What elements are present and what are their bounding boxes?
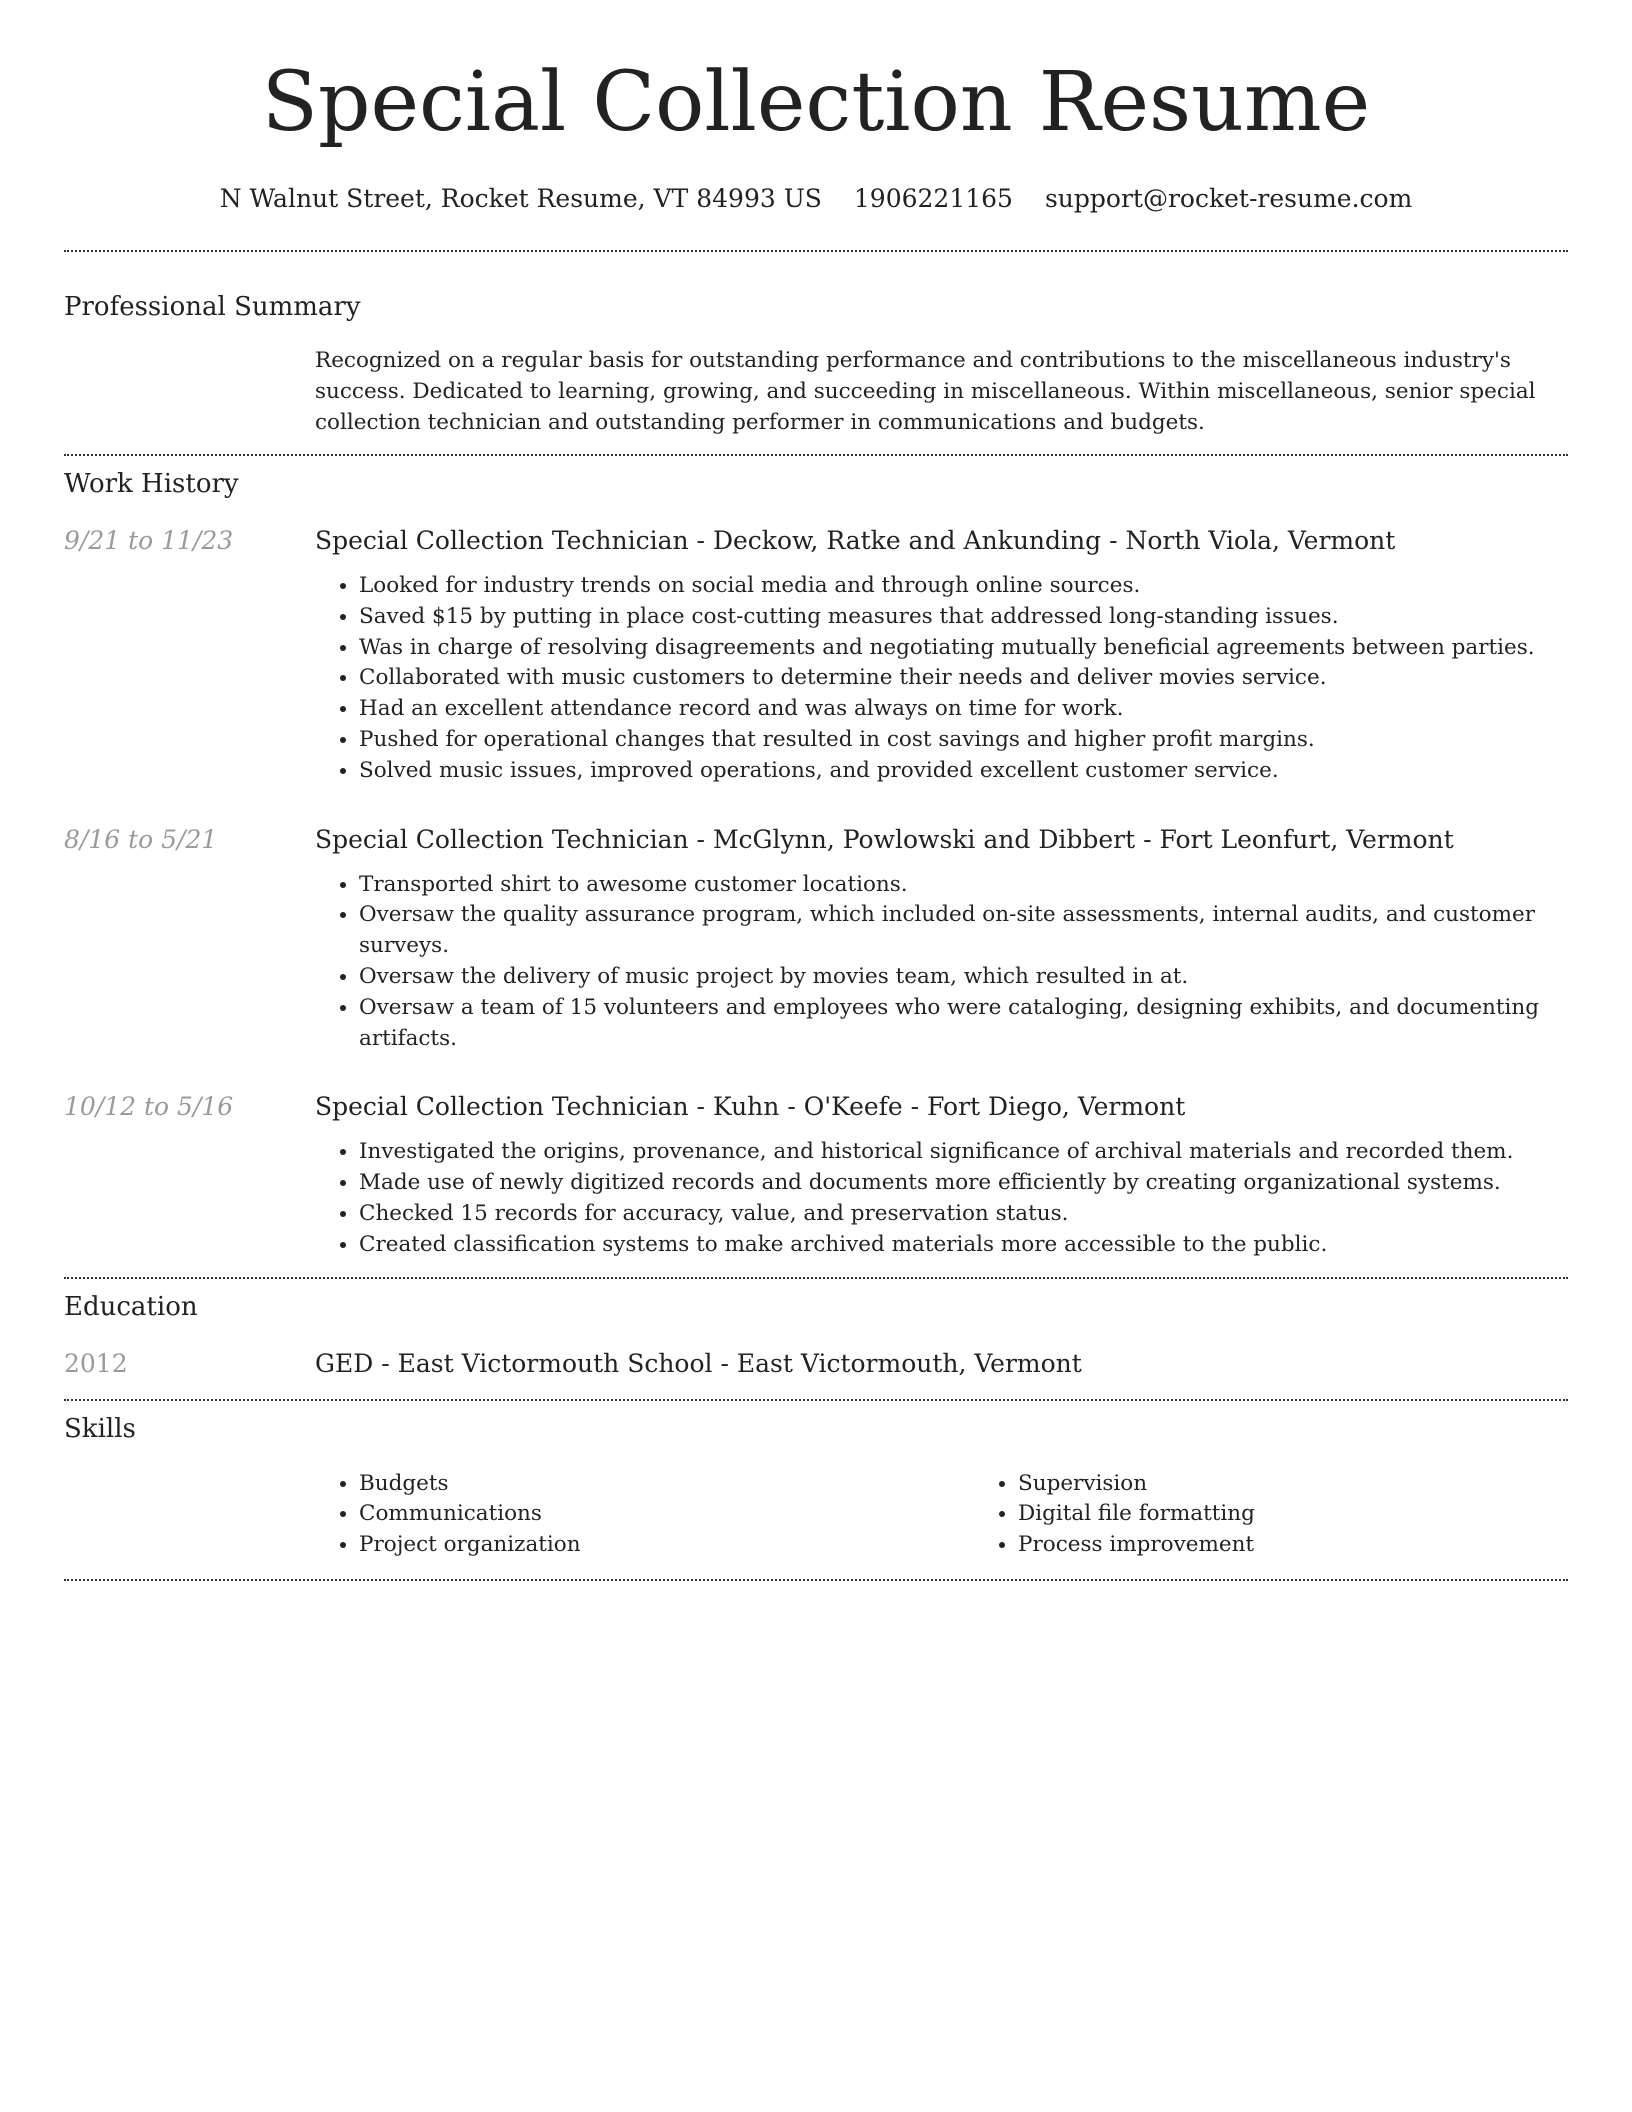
job-title: Special Collection Technician - Deckow, Ratke and Ankunding - North Viola, Vermont [315, 526, 1396, 555]
job-bullets [315, 571, 1568, 787]
list-item: • Solved music issues, improved operations, and provided excellent customer service. [359, 756, 1568, 787]
skills-section [64, 1401, 1568, 1579]
education-section [64, 1279, 1568, 1399]
job-bullets [315, 870, 1568, 1055]
list-item: • Oversaw the quality assurance program, which included on-site assessments, internal audits, and customer surveys. [359, 900, 1568, 962]
skills-column-right [974, 1469, 1632, 1561]
work-heading: Work History [64, 469, 239, 499]
contact-address: N Walnut Street, Rocket Resume, VT 84993 US [219, 184, 822, 213]
job-dates: 8/16 to 5/21 [64, 824, 218, 854]
job-title: Special Collection Technician - McGlynn, Powlowski and Dibbert - Fort Leonfurt, Vermont [315, 824, 1454, 854]
education-entry: GED - East Victormouth School - East Victormouth, Vermont [315, 1348, 1082, 1378]
list-item: • Saved $15 by putting in place cost-cutting measures that addressed long-standing issues. [359, 602, 1568, 633]
contact-email: support@rocket-resume.com [1044, 184, 1413, 213]
summary-text: Recognized on a regular basis for outstanding performance and contributions to the miscellaneous industry's success. Dedicated to learning, growing, and succeeding in miscellaneous. Within miscellaneous, senior special collection technician and outstanding performer in communications and budgets. [315, 348, 1536, 435]
list-item: • Had an excellent attendance record and was always on time for work. [359, 694, 1568, 725]
resume-title: Special Collection Resume [261, 55, 1371, 150]
education-heading: Education [64, 1291, 198, 1322]
job-title: Special Collection Technician - Kuhn - O'Keefe - Fort Diego, Vermont [315, 1092, 1186, 1122]
list-item: • Budgets [359, 1469, 974, 1500]
list-item: • Communications [359, 1499, 974, 1530]
list-item: • Investigated the origins, provenance, and historical significance of archival materials and recorded them. [359, 1137, 1568, 1168]
list-item: • Oversaw a team of 15 volunteers and employees who were cataloging, designing exhibits, and documenting artifacts. [359, 993, 1568, 1055]
list-item: • Created classification systems to make archived materials more accessible to the public. [359, 1230, 1568, 1261]
list-item: • Checked 15 records for accuracy, value, and preservation status. [359, 1199, 1568, 1230]
skills-heading: Skills [64, 1413, 136, 1444]
list-item: • Supervision [1018, 1469, 1632, 1500]
job-entry [64, 1090, 1568, 1276]
job-dates: 10/12 to 5/16 [64, 1092, 234, 1122]
list-item: • Process improvement [1018, 1530, 1632, 1561]
education-year: 2012 [64, 1348, 128, 1378]
list-item: • Digital file formatting [1018, 1499, 1632, 1530]
skills-column-left [315, 1469, 974, 1561]
job-entry [64, 823, 1568, 1055]
list-item: • Was in charge of resolving disagreements and negotiating mutually beneficial agreements between parties. [359, 633, 1568, 664]
job-dates: 9/21 to 11/23 [64, 526, 234, 555]
list-item: • Oversaw the delivery of music project by movies team, which resulted in at. [359, 962, 1568, 993]
summary-heading: Professional Summary [64, 292, 361, 322]
job-entry [64, 524, 1568, 787]
list-item: • Collaborated with music customers to determine their needs and deliver movies service. [359, 663, 1568, 694]
divider [64, 1579, 1568, 1581]
list-item: • Looked for industry trends on social media and through online sources. [359, 571, 1568, 602]
list-item: • Made use of newly digitized records and documents more efficiently by creating organizational systems. [359, 1168, 1568, 1199]
job-bullets [315, 1137, 1568, 1260]
work-section [64, 456, 1568, 1277]
contact-phone: 1906221165 [853, 184, 1013, 213]
list-item: • Transported shirt to awesome customer locations. [359, 870, 1568, 901]
list-item: • Pushed for operational changes that resulted in cost savings and higher profit margins. [359, 725, 1568, 756]
list-item: • Project organization [359, 1530, 974, 1561]
contact-line [64, 182, 1568, 216]
summary-section [64, 252, 1568, 454]
skills-list [315, 1469, 1632, 1561]
